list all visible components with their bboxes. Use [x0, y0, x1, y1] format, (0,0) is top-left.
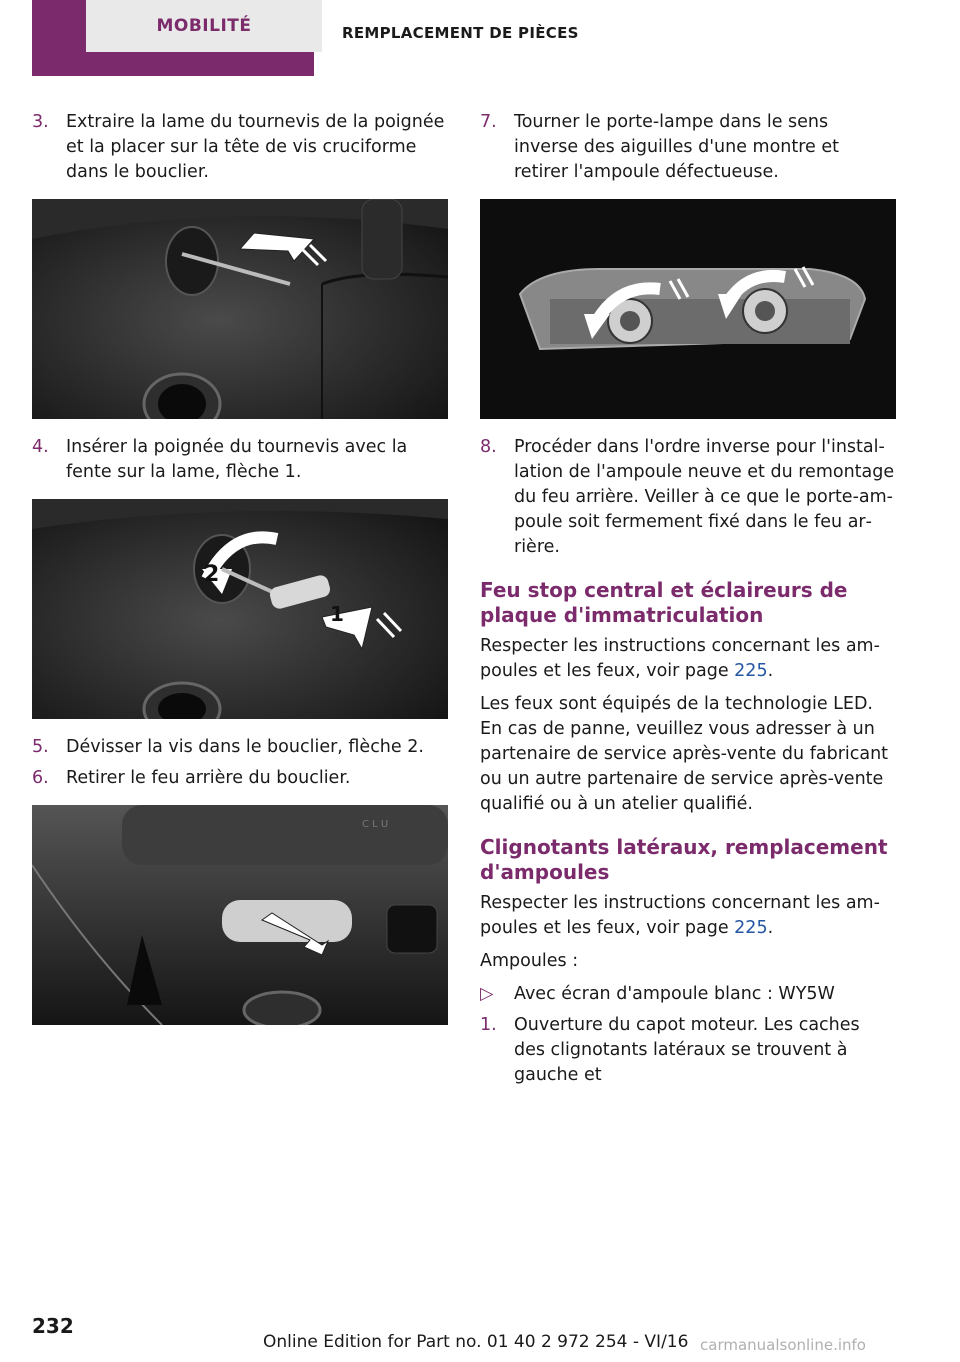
- bullet-wy5w: [480, 982, 896, 1007]
- step-text: Insérer la poignée du tournevis avec la fente sur la lame, flèche 1.: [66, 437, 408, 482]
- page-number: 232: [32, 1314, 74, 1338]
- figure-screwdriver-blade: [32, 199, 448, 419]
- step-text: Dévisser la vis dans le bouclier, flèche 2.: [66, 737, 424, 757]
- step-number: 4.: [32, 437, 49, 457]
- bullet-triangle-icon: ▷: [480, 984, 494, 1004]
- heading-side-indicators: Clignotants latéraux, remplacement d'ampoules: [480, 835, 888, 884]
- step-3: [32, 110, 448, 185]
- paragraph-instructions-2: [480, 891, 896, 941]
- step-text: Ouverture du capot moteur. Les caches des clignotants latéraux se trouvent à gauche et: [514, 1015, 860, 1085]
- section-title: REMPLACEMENT DE PIÈCES: [342, 24, 579, 42]
- paragraph-punct: .: [767, 661, 774, 681]
- paragraph-bulbs-label: Ampoules :: [480, 951, 579, 971]
- step-number: 7.: [480, 112, 497, 132]
- chapter-tab-inner: [86, 0, 322, 52]
- page-link-225[interactable]: 225: [734, 661, 768, 681]
- figure-lamp-holders-drawing: [480, 199, 896, 419]
- step-text: Procéder dans l'ordre inverse pour l'installation de l'ampoule neuve et du remontage du feu arrière. Veiller à ce que le porte-ampoule soit fermement fixé dans le feu arrière.: [514, 437, 895, 557]
- figure-label-2: 2: [204, 562, 220, 587]
- paragraph-instructions-1: [480, 634, 896, 684]
- paragraph-led-info: Les feux sont équipés de la technologie LED. En cas de panne, veuillez vous adresser à un partenaire de service après-vente du fabricant ou un autre partenaire de service après-vente qualifié ou à un atelier qualifié.: [480, 694, 889, 814]
- step-number: 3.: [32, 112, 49, 132]
- step-text: Tourner le porte-lampe dans le sens inverse des aiguilles d'une montre et retirer l'ampoule défectueuse.: [514, 112, 839, 182]
- figure-lamp-holders: [480, 199, 896, 419]
- paragraph-text: Respecter les instructions concernant les ampoules et les feux, voir page: [480, 636, 880, 681]
- paragraph-punct: .: [767, 918, 774, 938]
- step-number: 1.: [480, 1015, 497, 1035]
- step-6: [32, 766, 448, 791]
- step-7: [480, 110, 896, 185]
- edition-footer: Online Edition for Part no. 01 40 2 972 254 - VI/16: [263, 1332, 689, 1352]
- step-number: 8.: [480, 437, 497, 457]
- watermark: carmanualsonline.info: [700, 1336, 866, 1354]
- figure-screwdriver-blade-drawing: [32, 199, 448, 419]
- figure-screwdriver-handle: [32, 499, 448, 719]
- page-link-225[interactable]: 225: [734, 918, 768, 938]
- chapter-tab: [32, 0, 314, 76]
- heading-central-brake-light: Feu stop central et éclaireurs de plaque d'immatriculation: [480, 578, 848, 627]
- bullet-text: Avec écran d'ampoule blanc : WY5W: [514, 984, 835, 1004]
- figure-rear-light-removal-drawing: [32, 805, 448, 1025]
- right-column: [480, 110, 896, 1094]
- step-number: 6.: [32, 768, 49, 788]
- left-column: [32, 110, 448, 1041]
- chapter-tab-label: MOBILITÉ: [156, 16, 252, 36]
- step-number: 5.: [32, 737, 49, 757]
- figure-screwdriver-handle-drawing: [32, 499, 448, 719]
- step-1: [480, 1013, 896, 1088]
- figure-label-1: 1: [330, 602, 344, 626]
- step-text: Extraire la lame du tournevis de la poignée et la placer sur la tête de vis cruciforme dans le bouclier.: [66, 112, 445, 182]
- step-text: Retirer le feu arrière du bouclier.: [66, 768, 351, 788]
- figure-rear-light-removal: [32, 805, 448, 1025]
- step-4: [32, 435, 448, 485]
- paragraph-text: Respecter les instructions concernant les ampoules et les feux, voir page: [480, 893, 880, 938]
- step-5: [32, 735, 448, 760]
- svg-text:C L U: C L U: [362, 819, 389, 830]
- step-8: [480, 435, 896, 560]
